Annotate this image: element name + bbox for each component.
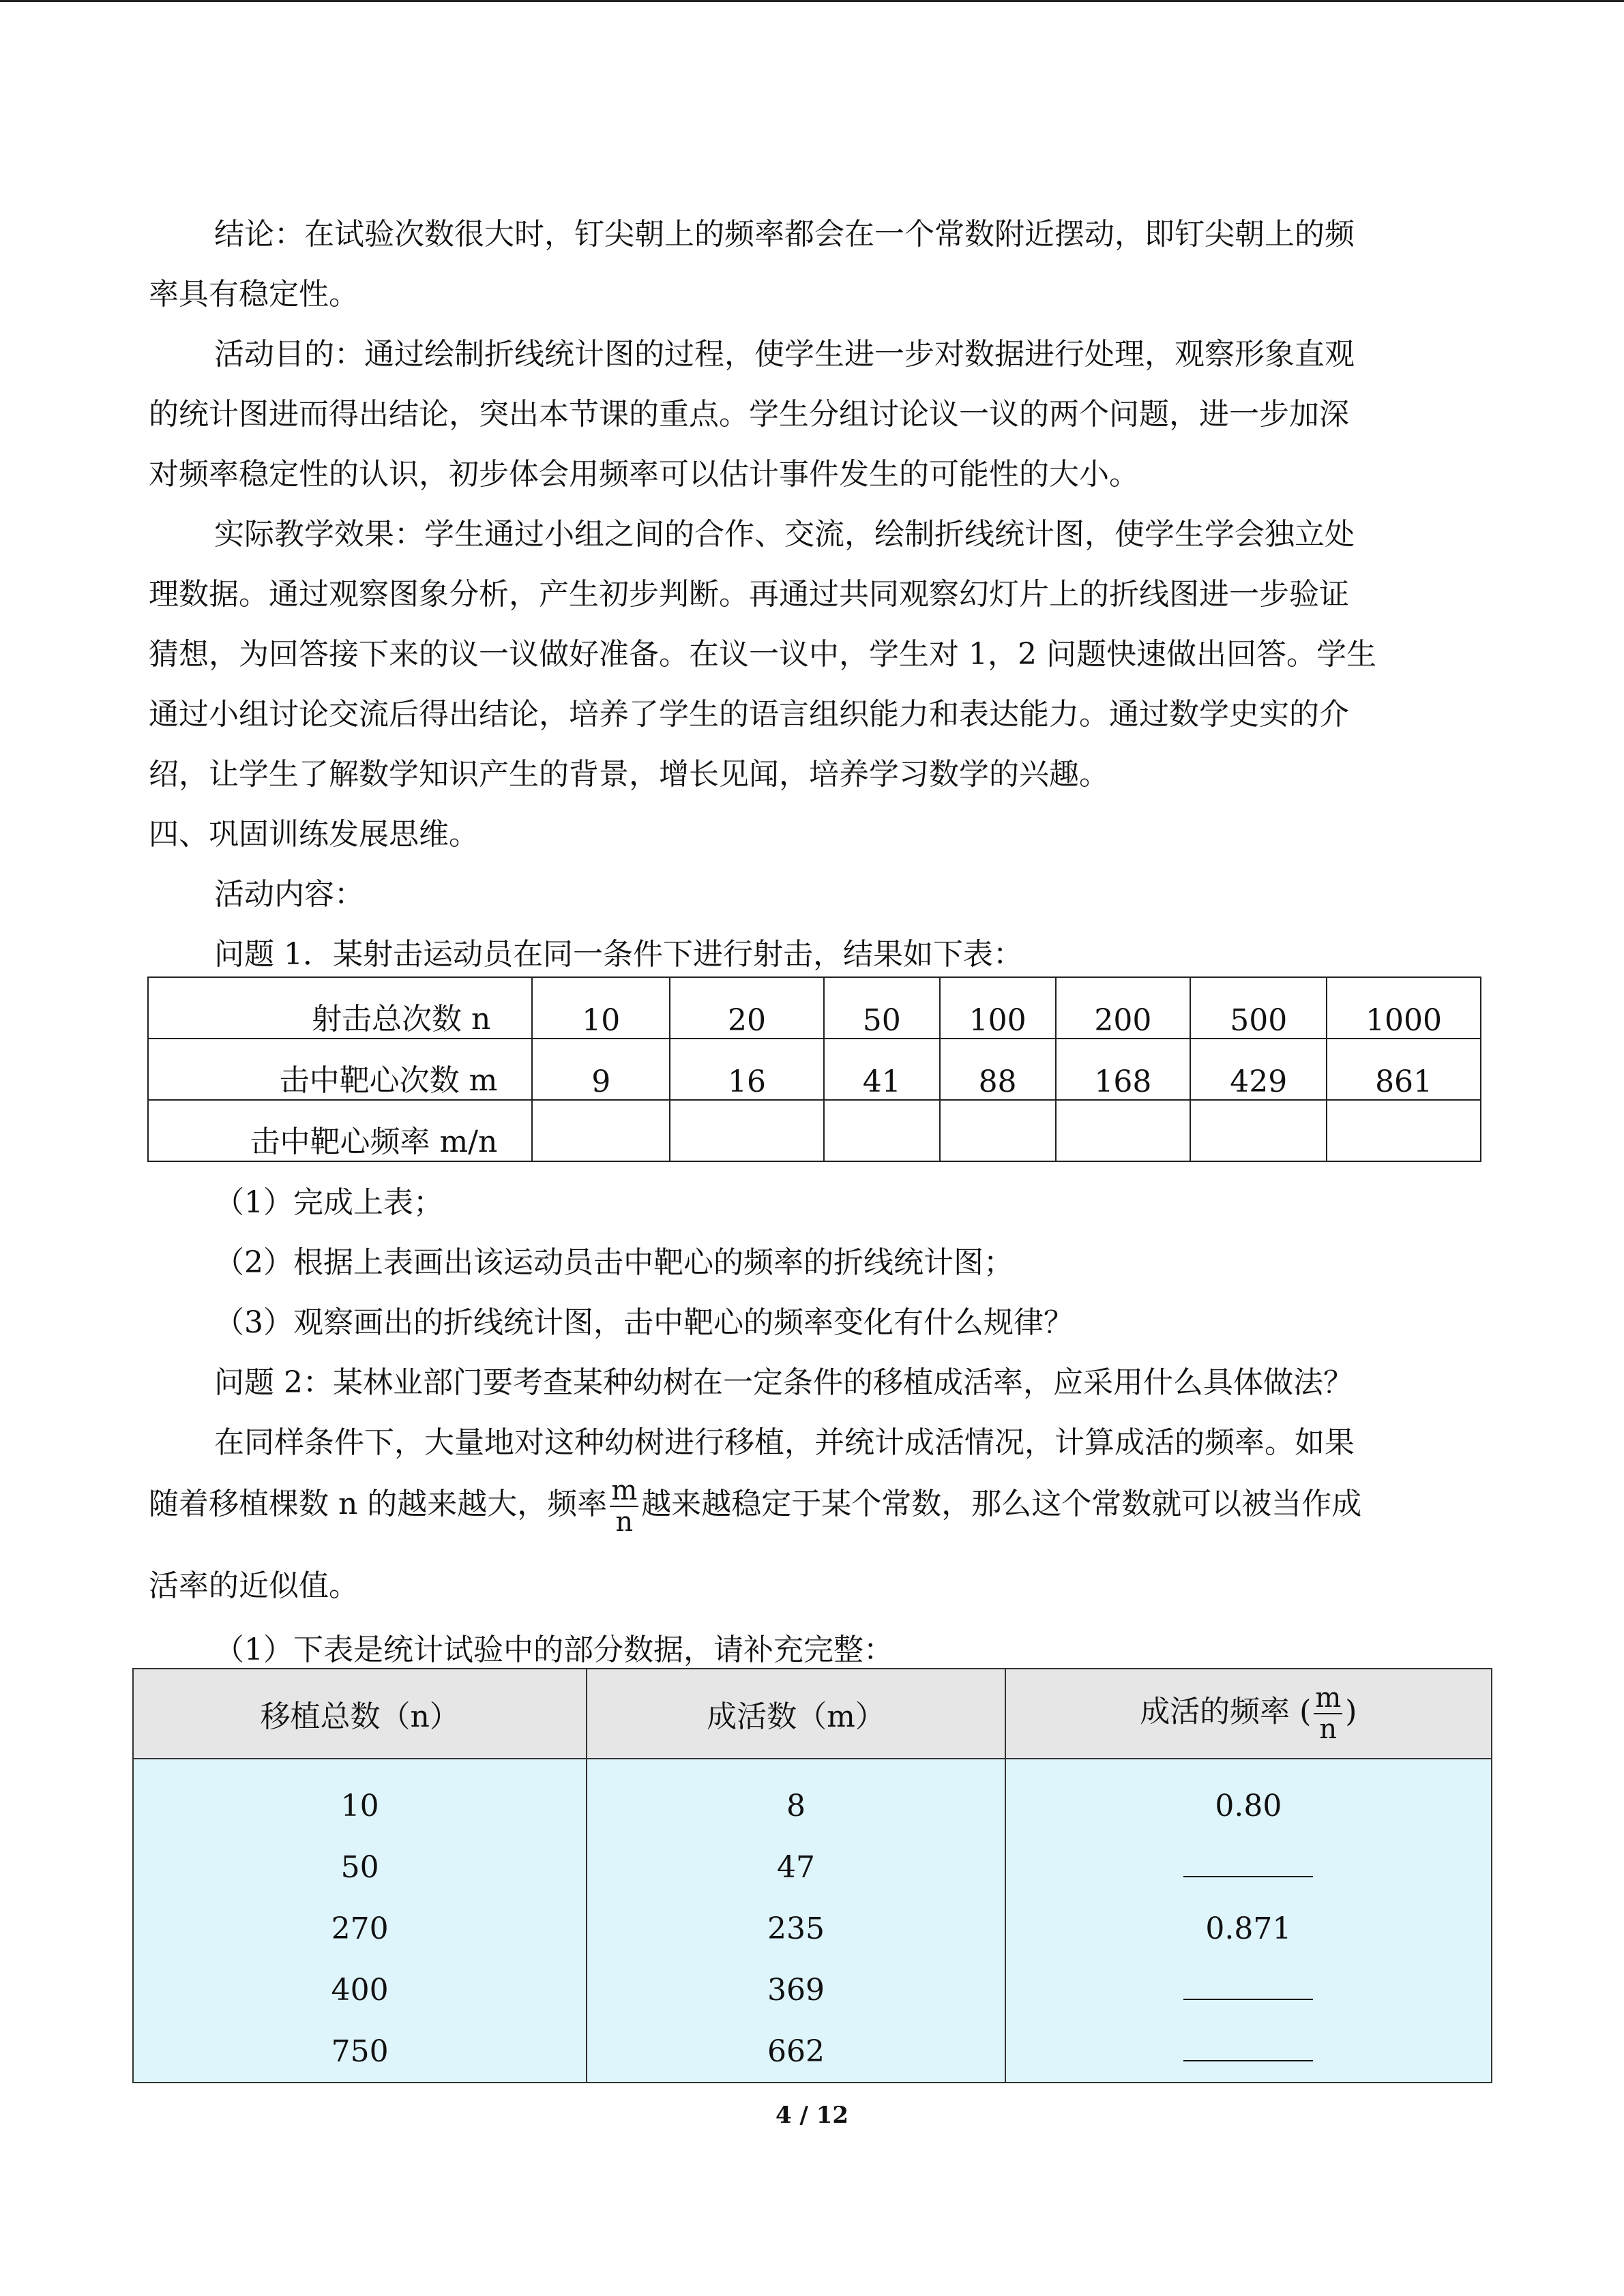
table-cell: 1000 — [1327, 977, 1481, 1039]
transplant-n: 750 — [133, 2021, 587, 2083]
row-label: 射击总次数 n — [148, 977, 532, 1039]
survival-rate-blank — [1005, 1836, 1492, 1898]
effect-line-2: 理数据。通过观察图象分析，产生初步判断。再通过共同观察幻灯片上的折线图进一步验证 — [149, 577, 1349, 612]
top-border-line — [0, 0, 1624, 2]
table-cell — [670, 1100, 824, 1161]
fraction-m-over-n — [1314, 1684, 1342, 1743]
transplant-n: 400 — [133, 1959, 587, 2021]
table-cell — [1056, 1100, 1191, 1161]
table-cell — [1190, 1100, 1327, 1161]
table-cell: 16 — [670, 1039, 824, 1100]
table-cell: 429 — [1190, 1039, 1327, 1100]
row-label: 击中靶心次数 m — [148, 1039, 532, 1100]
header-survival-rate-label: 成活的频率 ( — [1140, 1694, 1312, 1729]
transplant-table — [132, 1668, 1492, 2083]
header-survival-rate — [1005, 1669, 1492, 1759]
survived-m: 47 — [587, 1836, 1005, 1898]
table-cell: 41 — [824, 1039, 940, 1100]
answer-line-3: 活率的近似值。 — [149, 1568, 359, 1603]
table-cell: 861 — [1327, 1039, 1481, 1100]
table-cell — [532, 1100, 670, 1161]
survival-rate: 0.80 — [1005, 1759, 1492, 1836]
table-cell: 168 — [1056, 1039, 1191, 1100]
table-row — [133, 2021, 1492, 2083]
question-1: 问题 1．某射击运动员在同一条件下进行射击，结果如下表： — [214, 937, 1023, 972]
table-cell — [1327, 1100, 1481, 1161]
table-cell: 100 — [940, 977, 1056, 1039]
table-cell: 10 — [532, 977, 670, 1039]
table-cell: 20 — [670, 977, 824, 1039]
fraction-denominator: n — [1319, 1714, 1338, 1745]
shooting-table — [147, 976, 1481, 1162]
table-cell: 9 — [532, 1039, 670, 1100]
survived-m: 369 — [587, 1959, 1005, 2021]
table-cell — [940, 1100, 1056, 1161]
effect-line-1: 实际教学效果：学生通过小组之间的合作、交流，绘制折线统计图，使学生学会独立处 — [214, 517, 1355, 552]
table-row — [133, 1959, 1492, 2021]
table-header-row — [133, 1669, 1492, 1759]
survived-m: 662 — [587, 2021, 1005, 2083]
purpose-line-2: 的统计图进而得出结论，突出本节课的重点。学生分组讨论议一议的两个问题，进一步加深 — [149, 397, 1349, 432]
header-survived-count: 成活数（m） — [587, 1669, 1005, 1759]
survival-rate: 0.871 — [1005, 1898, 1492, 1959]
header-transplant-total: 移植总数（n） — [133, 1669, 587, 1759]
table-cell: 200 — [1056, 977, 1191, 1039]
survival-rate-blank — [1005, 2021, 1492, 2083]
survived-m: 235 — [587, 1898, 1005, 1959]
survived-m: 8 — [587, 1759, 1005, 1836]
table-cell: 50 — [824, 977, 940, 1039]
fill-in-blank — [1183, 1851, 1313, 1877]
table-cell: 88 — [940, 1039, 1056, 1100]
table-row — [148, 977, 1481, 1039]
effect-line-3: 猜想，为回答接下来的议一议做好准备。在议一议中，学生对 1，2 问题快速做出回答。学生 — [149, 637, 1376, 672]
table-row — [133, 1898, 1492, 1959]
answer-line-1: 在同样条件下，大量地对这种幼树进行移植，并统计成活情况，计算成活的频率。如果 — [214, 1425, 1355, 1460]
fill-in-blank — [1183, 1974, 1313, 2000]
answer-line-2 — [149, 1472, 1361, 1537]
effect-line-5: 绍，让学生了解数学知识产生的背景，增长见闻，培养学习数学的兴趣。 — [149, 757, 1109, 792]
purpose-line-3: 对频率稳定性的认识，初步体会用频率可以估计事件发生的可能性的大小。 — [149, 457, 1139, 492]
question-2-part-1: （1）下表是统计试验中的部分数据，请补充完整： — [214, 1632, 894, 1667]
fraction-numerator: m — [611, 1474, 638, 1506]
table-cell — [824, 1100, 940, 1161]
conclusion-line-2: 率具有稳定性。 — [149, 277, 359, 312]
answer-text-before-fraction: 随着移植棵数 n 的越来越大，频率 — [149, 1487, 608, 1521]
table-row — [148, 1100, 1481, 1161]
section-heading: 四、巩固训练发展思维。 — [149, 817, 479, 852]
transplant-n: 50 — [133, 1836, 587, 1898]
transplant-n: 270 — [133, 1898, 587, 1959]
table-row — [148, 1039, 1481, 1100]
fraction-numerator: m — [1315, 1682, 1342, 1714]
question-2: 问题 2：某林业部门要考查某种幼树在一定条件的移植成活率，应采用什么具体做法？ — [214, 1365, 1353, 1400]
conclusion-line-1: 结论：在试验次数很大时，钉尖朝上的频率都会在一个常数附近摆动，即钉尖朝上的频 — [214, 217, 1355, 252]
survival-rate-blank — [1005, 1959, 1492, 2021]
table-row — [133, 1759, 1492, 1836]
table-cell: 500 — [1190, 977, 1327, 1039]
transplant-n: 10 — [133, 1759, 587, 1836]
question-1-part-2: （2）根据上表画出该运动员击中靶心的频率的折线统计图； — [214, 1245, 1014, 1280]
fill-in-blank — [1183, 2036, 1313, 2061]
activity-label: 活动内容： — [214, 877, 364, 912]
effect-line-4: 通过小组讨论交流后得出结论，培养了学生的语言组织能力和表达能力。通过数学史实的介 — [149, 697, 1349, 732]
fraction-denominator: n — [615, 1506, 634, 1538]
fraction-m-over-n — [610, 1474, 638, 1538]
row-label: 击中靶心频率 m/n — [148, 1100, 532, 1161]
header-close-paren: ) — [1345, 1694, 1357, 1729]
question-1-part-3: （3）观察画出的折线统计图，击中靶心的频率变化有什么规律？ — [214, 1305, 1074, 1340]
table-row — [133, 1836, 1492, 1898]
question-1-part-1: （1）完成上表； — [214, 1185, 443, 1220]
page-number: 4 / 12 — [775, 2102, 849, 2129]
answer-text-after-fraction: 越来越稳定于某个常数，那么这个常数就可以被当作成 — [641, 1487, 1362, 1521]
purpose-line-1: 活动目的：通过绘制折线统计图的过程，使学生进一步对数据进行处理，观察形象直观 — [214, 337, 1355, 372]
